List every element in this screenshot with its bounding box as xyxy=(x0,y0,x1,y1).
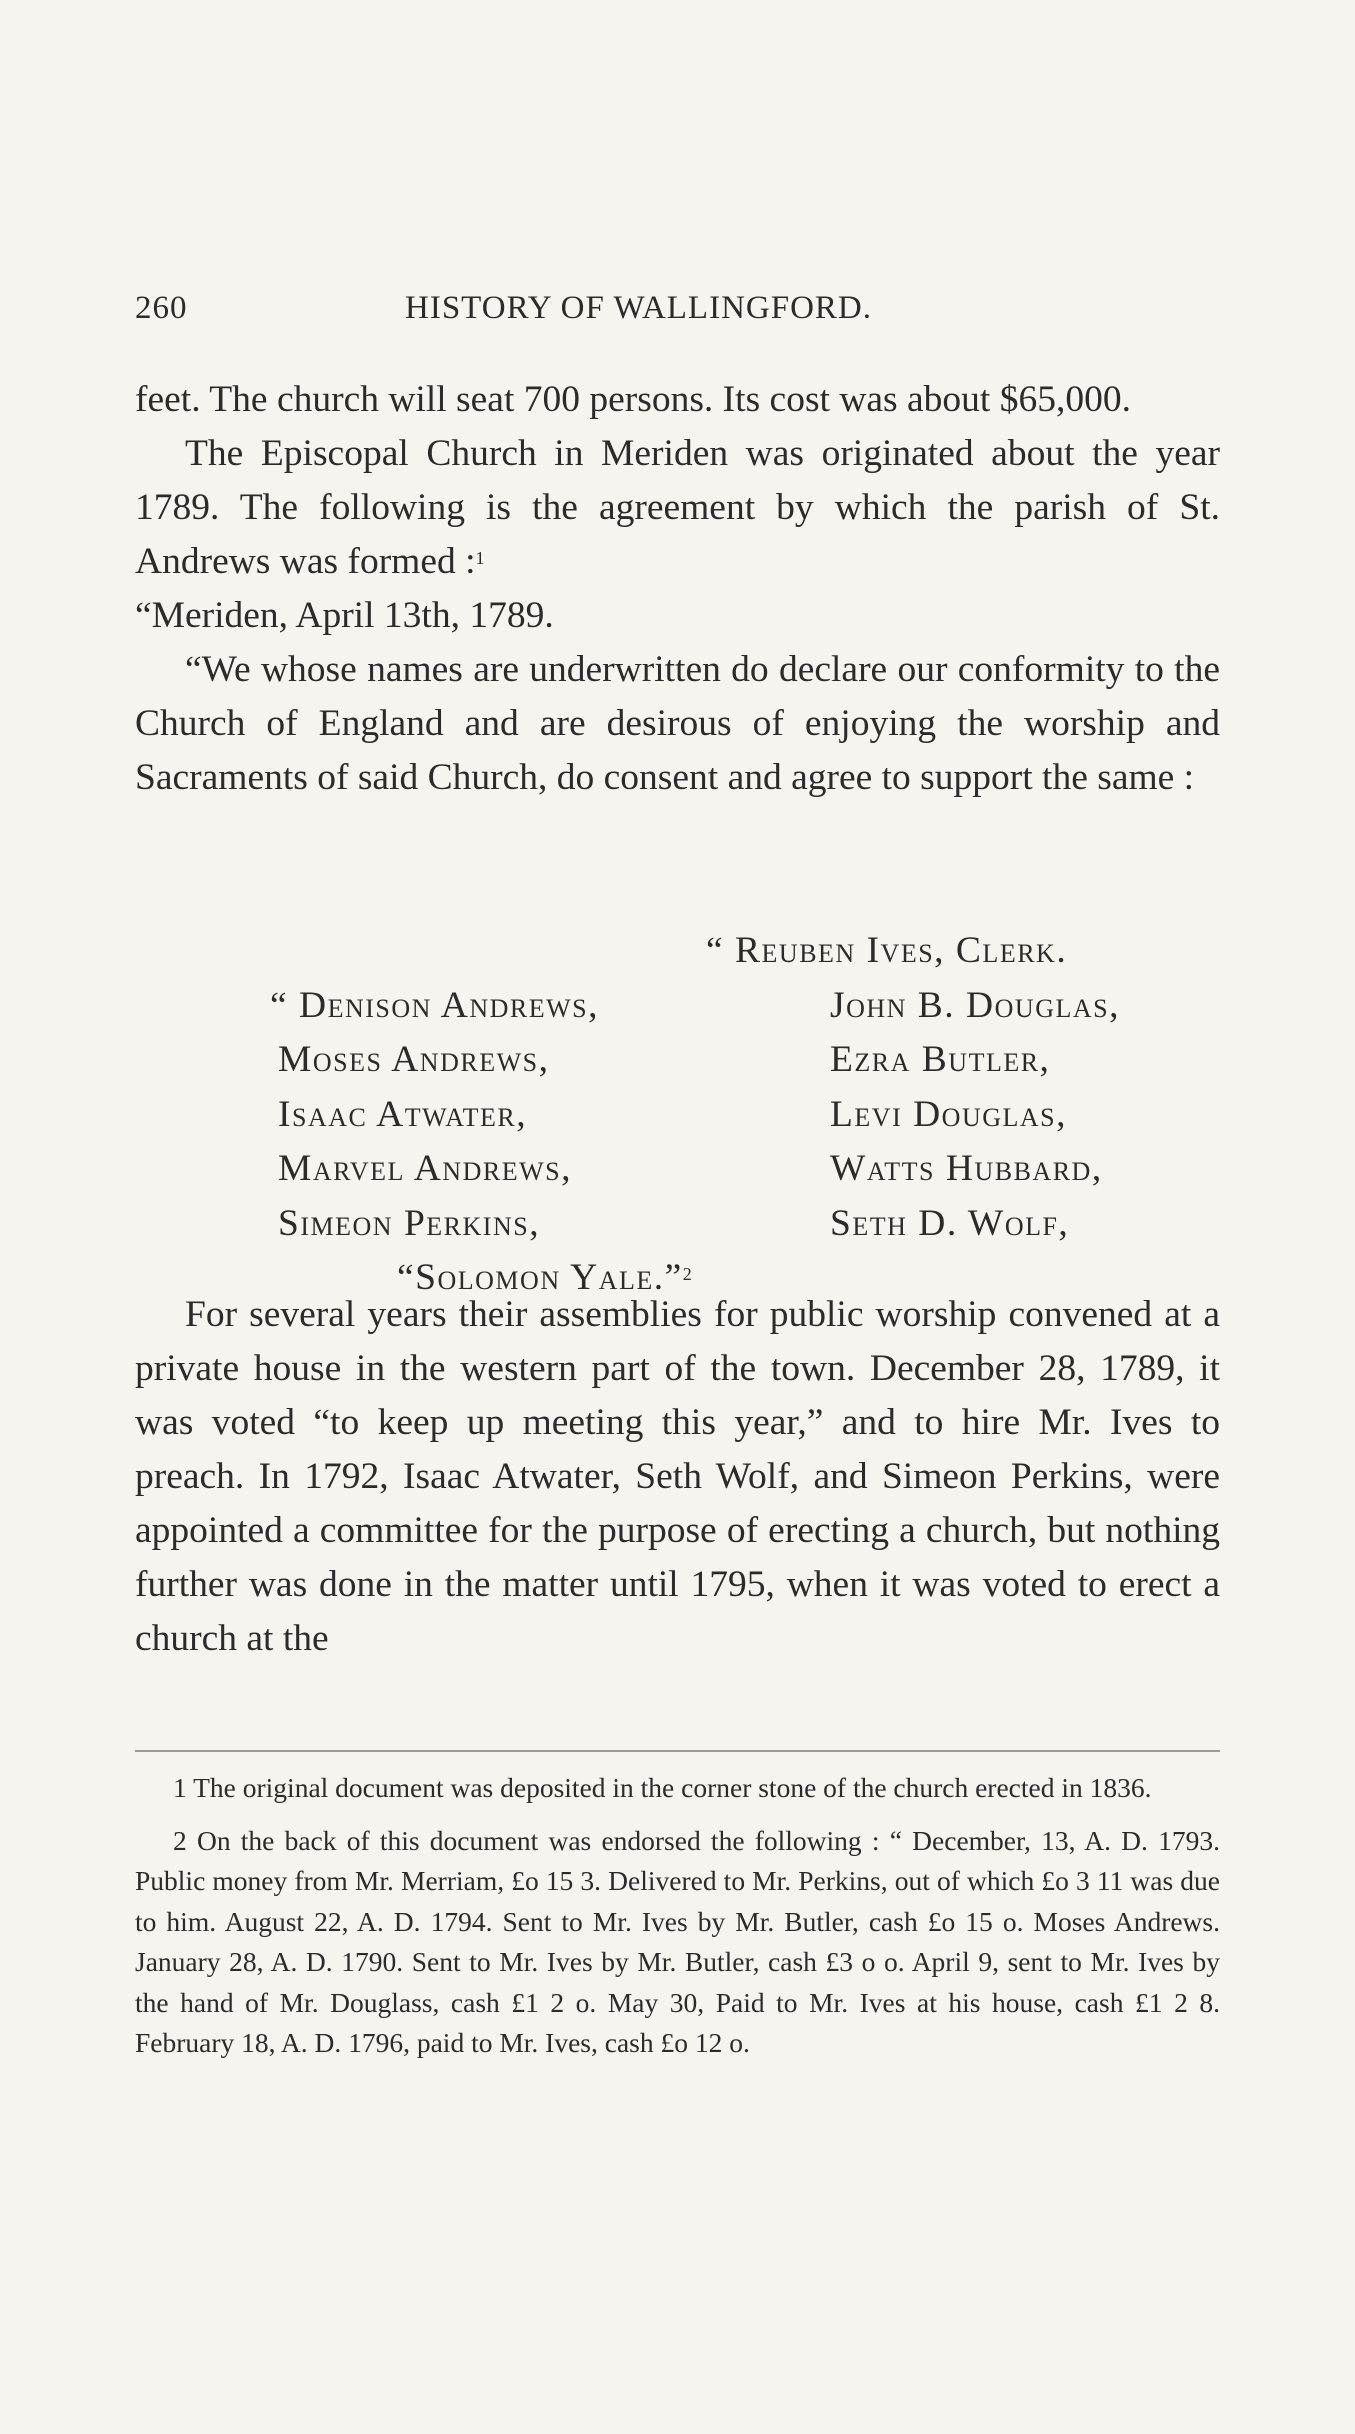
signer-right-5: Seth D. Wolf, xyxy=(830,1202,1070,1244)
signer-left-2: Moses Andrews, xyxy=(278,1039,550,1080)
footnote-1: 1 The original document was deposited in the corner stone of the church erected in 1836. xyxy=(173,1772,1152,1803)
footnote-ref-2: 2 xyxy=(682,1264,694,1284)
footnote-ref-1: 1 xyxy=(475,548,485,568)
running-title: HISTORY OF WALLINGFORD. xyxy=(405,290,873,326)
body-text-bottom xyxy=(135,1288,1220,1666)
date-line: “Meriden, April 13th, 1789. xyxy=(135,595,554,636)
signer-left-3: Isaac Atwater, xyxy=(278,1093,528,1135)
paragraph-1: feet. The church will seat 700 persons. Its cost was about $65,000. xyxy=(135,379,1131,420)
body-text-top xyxy=(135,373,1220,805)
signer-last-name: “Solomon Yale.” xyxy=(397,1257,683,1298)
footnote-2: 2 On the back of this document was endorsed the following : “ December, 13, A. D. 1793. Public money from Mr. Merriam, £o 15 3. Delivered to Mr. Perkins, out of which £o 3 11 was due to him. August 22, A. D. 1794. Sent to Mr. Ives by Mr. Butler, cash £o 15 o. Moses Andrews. January 28, A. D. 1790. Sent to Mr. Ives by Mr. Butler, cash £3 o o. April 9, sent to Mr. Ives by the hand of Mr. Douglass, cash £1 2 o. May 30, Paid to Mr. Ives at his house, cash £1 2 8. February 18, A. D. 1796, paid to Mr. Ives, cash £o 12 o. xyxy=(135,1824,1220,2058)
page-number: 260 xyxy=(135,290,188,326)
paragraph-3: “We whose names are underwritten do declare our conformity to the Church of England and are desirous of enjoying the worship and Sacraments of said Church, do consent and agree to support the same : xyxy=(135,649,1220,798)
signer-left-5: Simeon Perkins, xyxy=(278,1202,541,1244)
signer-left-1: “ Denison Andrews, xyxy=(270,984,599,1026)
paragraph-2 xyxy=(135,427,1220,589)
signer-clerk: “ Reuben Ives, Clerk. xyxy=(706,930,1068,971)
signer-left-4: Marvel Andrews, xyxy=(278,1148,572,1189)
footnotes xyxy=(135,1768,1220,2076)
signer-right-1: John B. Douglas, xyxy=(830,984,1120,1026)
signer-right-3: Levi Douglas, xyxy=(830,1093,1068,1135)
signer-right-4: Watts Hubbard, xyxy=(830,1148,1103,1189)
footnote-divider xyxy=(135,1750,1220,1752)
paragraph-4: For several years their assemblies for public worship convened at a private house in the western part of the town. December 28, 1789, it was voted “to keep up meeting this year,” and to hire Mr. Ives to preach. In 1792, Isaac Atwater, Seth Wolf, and Simeon Perkins, were appointed a committee for the purpose of erecting a church, but nothing further was done in the matter until 1795, when it was voted to erect a church at the xyxy=(135,1294,1220,1659)
signer-right-2: Ezra Butler, xyxy=(830,1039,1051,1080)
signatories xyxy=(135,924,1220,1306)
paragraph-2-text: The Episcopal Church in Meriden was originated about the year 1789. The following is the agreement by which the parish of St. Andrews was formed : xyxy=(135,433,1220,582)
